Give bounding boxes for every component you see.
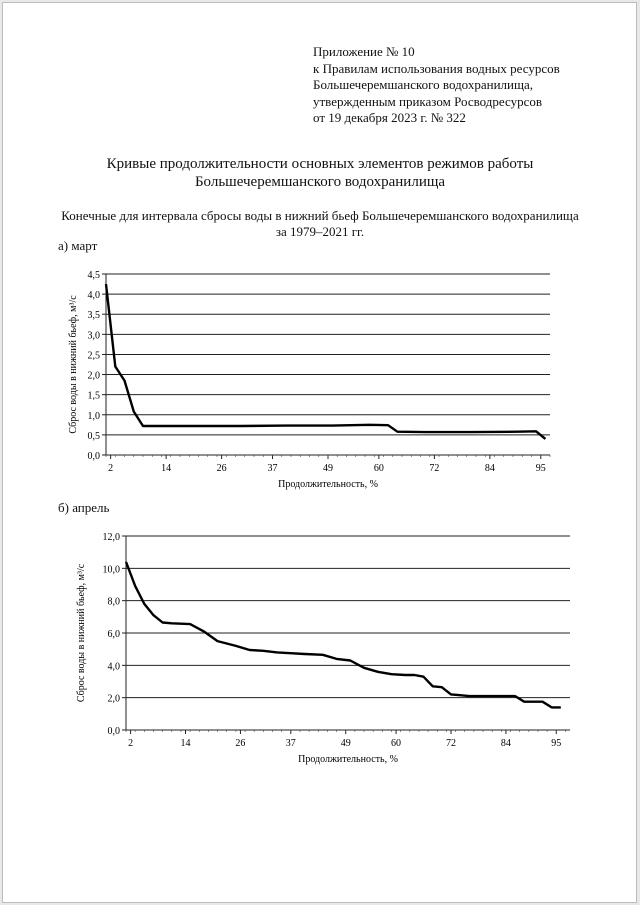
document-title [0, 155, 640, 191]
chart-april [60, 530, 580, 775]
x-tick-label: 72 [445, 738, 456, 749]
x-tick-label: 37 [267, 463, 278, 474]
y-tick-label: 6,0 [107, 629, 120, 640]
x-tick-label: 14 [161, 463, 172, 474]
y-tick-label: 2,0 [107, 693, 120, 705]
y-tick-label: 1,0 [87, 410, 100, 422]
y-tick-label: 4,0 [107, 661, 120, 673]
chart-subtitle [0, 208, 640, 240]
y-tick-label: 4,5 [87, 270, 100, 281]
x-tick-label: 2 [128, 738, 134, 749]
x-tick-label: 2 [108, 463, 114, 474]
data-series-line [126, 562, 561, 708]
x-tick-label: 84 [484, 463, 495, 474]
x-axis-label: Продолжительность, % [298, 754, 398, 765]
y-tick-label: 0,5 [87, 430, 100, 442]
subtitle-line: Конечные для интервала сбросы воды в нижний бьеф Большечеремшанского водохранилища [61, 208, 579, 223]
appendix-line: Большечеремшанского водохранилища, [313, 77, 534, 92]
appendix-line: Приложение № 10 [313, 44, 415, 59]
x-tick-label: 60 [373, 463, 384, 474]
y-tick-label: 8,0 [107, 596, 120, 608]
y-axis-label: Сброс воды в нижний бьеф, м³/с [76, 563, 87, 703]
x-tick-label: 95 [551, 738, 562, 749]
y-tick-label: 12,0 [102, 532, 120, 543]
y-tick-label: 2,0 [87, 370, 100, 382]
y-tick-label: 1,5 [87, 390, 100, 402]
y-tick-label: 2,5 [87, 350, 100, 362]
y-tick-label: 4,0 [87, 290, 100, 302]
x-tick-label: 37 [285, 738, 296, 749]
y-tick-label: 3,5 [87, 310, 100, 322]
data-series-line [106, 284, 545, 439]
x-tick-label: 26 [235, 738, 246, 749]
y-tick-label: 0,0 [107, 726, 120, 737]
appendix-line: к Правилам использования водных ресурсов [313, 60, 560, 76]
subtitle-line: за 1979–2021 гг. [275, 224, 365, 239]
y-tick-label: 0,0 [87, 451, 100, 462]
title-line: Кривые продолжительности основных элементов режимов работы [106, 156, 534, 172]
y-tick-label: 10,0 [102, 564, 120, 576]
x-tick-label: 60 [391, 738, 402, 749]
x-axis-label: Продолжительность, % [278, 479, 378, 490]
x-tick-label: 72 [429, 463, 440, 474]
y-tick-label: 3,0 [87, 330, 100, 342]
x-tick-label: 26 [216, 463, 227, 474]
x-tick-label: 84 [500, 738, 511, 749]
chart-march [60, 262, 560, 494]
y-axis-label: Сброс воды в нижний бьеф, м³/с [68, 295, 79, 434]
x-tick-label: 95 [535, 463, 546, 474]
appendix-block [313, 44, 560, 127]
panel-label-april: б) апрель [58, 500, 110, 515]
appendix-line: утвержденным приказом Росводресурсов [313, 93, 542, 109]
x-tick-label: 49 [340, 738, 351, 749]
appendix-line: от 19 декабря 2023 г. № 322 [313, 110, 466, 125]
panel-label-march: а) март [58, 238, 98, 253]
title-line: Большечеремшанского водохранилища [194, 174, 446, 190]
x-tick-label: 14 [180, 738, 191, 749]
x-tick-label: 49 [323, 463, 333, 474]
